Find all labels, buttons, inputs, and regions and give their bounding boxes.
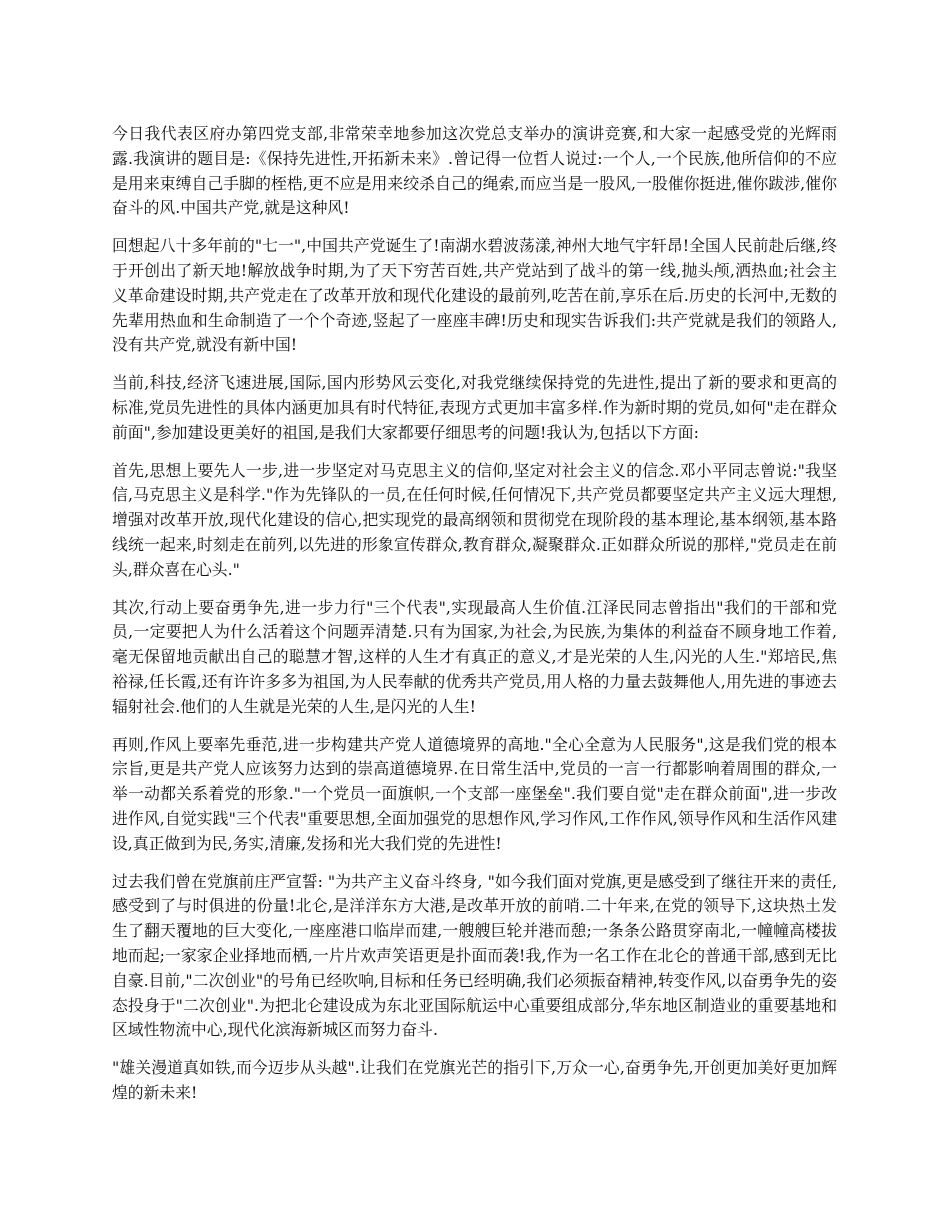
paragraph-beilun: 过去我们曾在党旗前庄严宣誓: "为共产主义奋斗终身, "如今我们面对党旗,更是感受到了继往开来的责任,感受到了与时俱进的份量!北仑,是洋洋东方大港,是改革开放的前哨.二十年来,在党的领导下,这块热土发生了翻天覆地的巨大变化,一座座港口临岸而建,一艘艘巨轮并港而憩;一条条公路贯穿南北,一幢幢高楼拔地而起;一家家企业择地而栖,一片片欢声笑语更是扑面而袭!我,作为一名工作在北仑的普通干部,感到无比自豪.目前,"二次创业"的号角已经吹响,目标和任务已经明确,我们必须振奋精神,转变作风,以奋勇争先的姿态投身于"二次创业".为把北仑建设成为东北亚国际航运中心重要组成部分,华东地区制造业的重要基地和区域性物流中心,现代化滨海新城区而努力奋斗. — [112, 871, 837, 1040]
paragraph-closing: "雄关漫道真如铁,而今迈步从头越".让我们在党旗光芒的指引下,万众一心,奋勇争先,开创更加美好更加辉煌的新未来! — [112, 1058, 837, 1102]
paragraph-second-point: 其次,行动上要奋勇争先,进一步力行"三个代表",实现最高人生价值.江泽民同志曾指出"我们的干部和党员,一定要把人为什么活着这个问题弄清楚.只有为国家,为社会,为民族,为集体的利益奋不顾身地工作着,毫无保留地贡献出自己的聪慧才智,这样的人生才有真正的意义,才是光荣的人生,闪光的人生."郑培民,焦裕禄,任长霞,还有许许多多为祖国,为人民奉献的优秀共产党员,用人格的力量去鼓舞他人,用先进的事迹去辐射社会.他们的人生就是光荣的人生,是闪光的人生! — [112, 597, 837, 716]
paragraph-intro: 今日我代表区府办第四党支部,非常荣幸地参加这次党总支举办的演讲竞赛,和大家一起感受党的光辉雨露.我演讲的题目是:《保持先进性,开拓新未来》.曾记得一位哲人说过:一个人,一个民族,他所信仰的不应是用来束缚自己手脚的桎梏,更不应是用来绞杀自己的绳索,而应当是一股风,一股催你挺进,催你跋涉,催你奋斗的风.中国共产党,就是这种风! — [112, 124, 837, 218]
paragraph-history: 回想起八十多年前的"七一",中国共产党诞生了!南湖水碧波荡漾,神州大地气宇轩昂!全国人民前赴后继,终于开创出了新天地!解放战争时期,为了天下穷苦百姓,共产党站到了战斗的第一线,抛头颅,洒热血;社会主义革命建设时期,共产党走在了改革开放和现代化建设的最前列,吃苦在前,享乐在后.历史的长河中,无数的先辈用热血和生命制造了一个个奇迹,竖起了一座座丰碑!历史和现实告诉我们:共产党就是我们的领路人,没有共产党,就没有新中国! — [112, 236, 837, 355]
paragraph-third-point: 再则,作风上要率先垂范,进一步构建共产党人道德境界的高地."全心全意为人民服务",这是我们党的根本宗旨,更是共产党人应该努力达到的崇高道德境界.在日常生活中,党员的一言一行都影响着周围的群众,一举一动都关系着党的形象."一个党员一面旗帜,一个支部一座堡垒".我们要自觉"走在群众前面",进一步改进作风,自觉实践"三个代表"重要思想,全面加强党的思想作风,学习作风,工作作风,领导作风和生活作风建设,真正做到为民,务实,清廉,发扬和光大我们党的先进性! — [112, 734, 837, 853]
paragraph-first-point: 首先,思想上要先人一步,进一步坚定对马克思主义的信仰,坚定对社会主义的信念.邓小平同志曾说:"我坚信,马克思主义是科学."作为先锋队的一员,在任何时候,任何情况下,共产党员都要坚定共产主义远大理想,增强对改革开放,现代化建设的信心,把实现党的最高纲领和贯彻党在现阶段的基本理论,基本纲领,基本路线统一起来,时刻走在前列,以先进的形象宣传群众,教育群众,凝聚群众.正如群众所说的那样,"党员走在前头,群众喜在心头." — [112, 460, 837, 579]
paragraph-current-situation: 当前,科技,经济飞速进展,国际,国内形势风云变化,对我党继续保持党的先进性,提出了新的要求和更高的标准,党员先进性的具体内涵更加具有时代特征,表现方式更加丰富多样.作为新时期的党员,如何"走在群众前面",参加建设更美好的祖国,是我们大家都要仔细思考的问题!我认为,包括以下方面: — [112, 373, 837, 442]
document-body — [112, 122, 837, 1119]
